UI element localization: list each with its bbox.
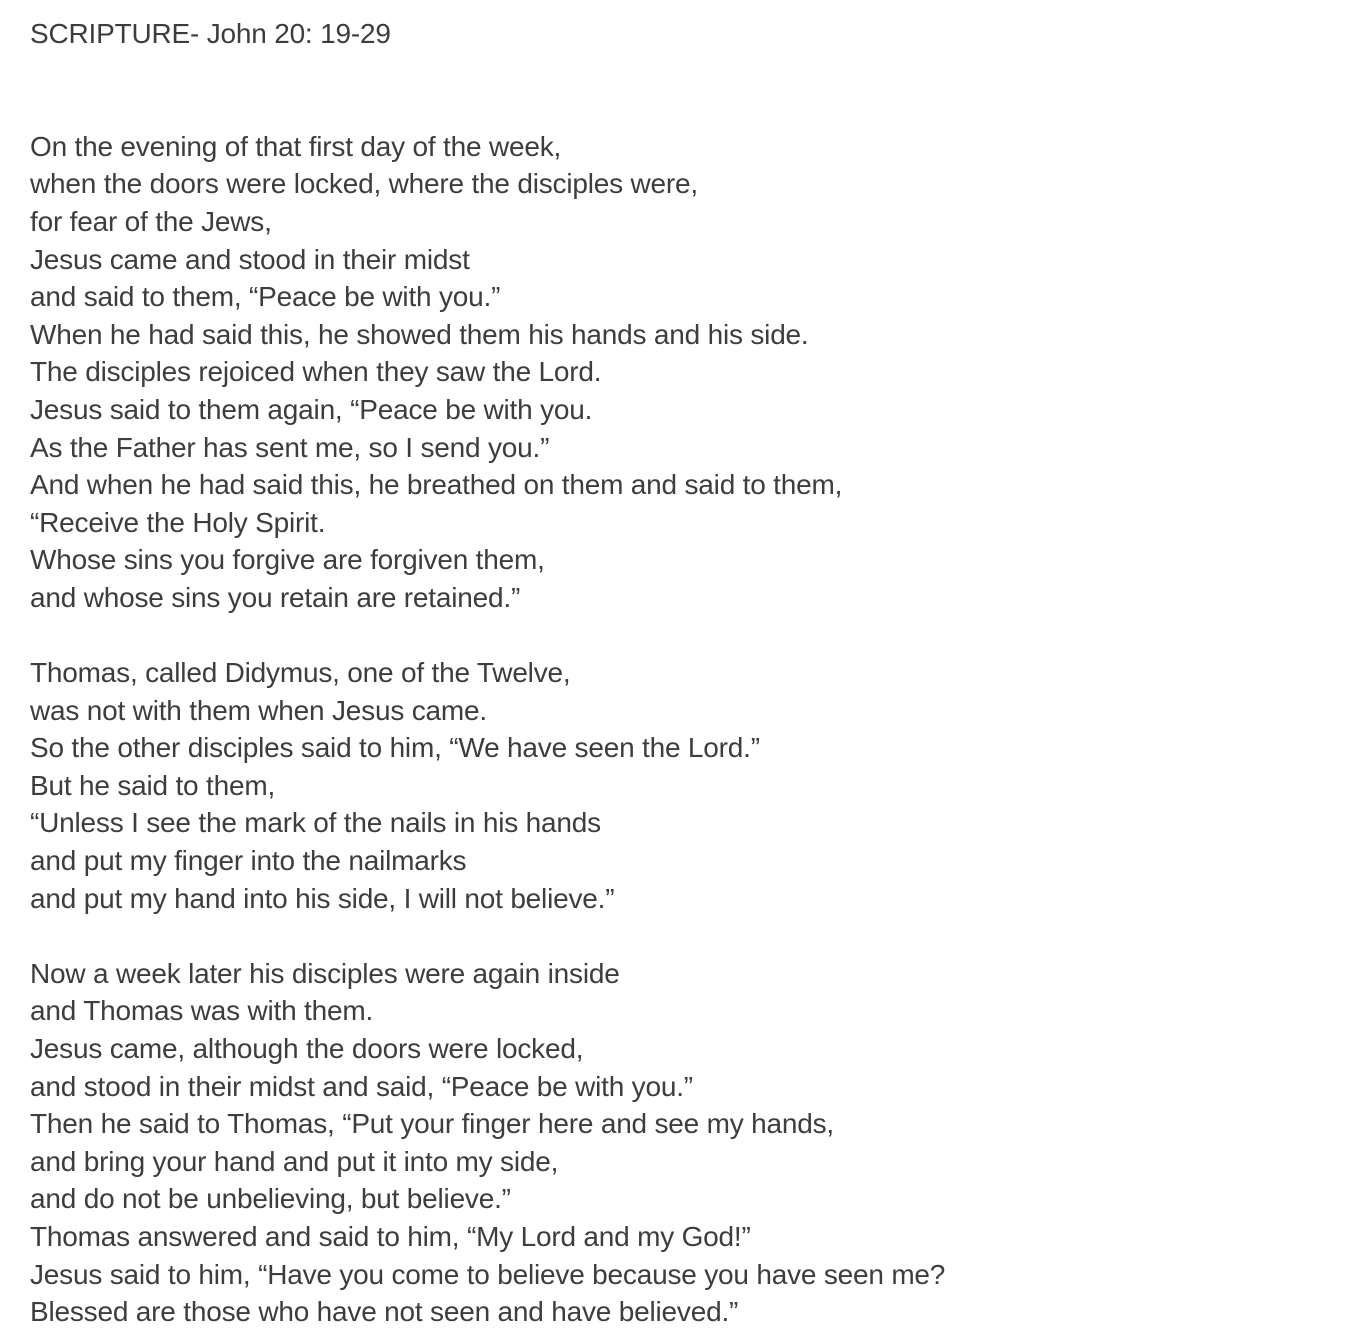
blank-line bbox=[30, 617, 1330, 655]
text-line: Then he said to Thomas, “Put your finger here and see my hands, bbox=[30, 1108, 835, 1140]
text-line: Now a week later his disciples were again inside bbox=[30, 957, 620, 989]
text-line: And when he had said this, he breathed on them and said to them, bbox=[30, 469, 843, 501]
text-line: and Thomas was with them. bbox=[30, 995, 374, 1027]
text-line: when the doors were locked, where the disciples were, bbox=[30, 168, 698, 200]
blank-line bbox=[30, 53, 1330, 91]
text-line: and bring your hand and put it into my side, bbox=[30, 1145, 559, 1177]
scripture-paragraph-2 bbox=[30, 654, 1330, 917]
text-line: and said to them, “Peace be with you.” bbox=[30, 281, 501, 313]
text-line: When he had said this, he showed them his hands and his side. bbox=[30, 318, 809, 350]
text-line: and put my finger into the nailmarks bbox=[30, 845, 467, 877]
text-line: and put my hand into his side, I will not believe.” bbox=[30, 882, 615, 914]
text-line: Jesus said to them again, “Peace be with you. bbox=[30, 393, 593, 425]
text-line: for fear of the Jews, bbox=[30, 205, 272, 237]
text-line: Thomas, called Didymus, one of the Twelve, bbox=[30, 657, 571, 689]
text-line: was not with them when Jesus came. bbox=[30, 694, 487, 726]
text-line: “Receive the Holy Spirit. bbox=[30, 506, 326, 538]
text-line: Jesus said to him, “Have you come to believe because you have seen me? bbox=[30, 1258, 946, 1290]
text-line: But he said to them, bbox=[30, 769, 276, 801]
text-line: and stood in their midst and said, “Peace be with you.” bbox=[30, 1070, 693, 1102]
blank-line bbox=[30, 90, 1330, 128]
text-line: Whose sins you forgive are forgiven them, bbox=[30, 544, 545, 576]
text-line: Thomas answered and said to him, “My Lord and my God!” bbox=[30, 1221, 751, 1252]
text-line: So the other disciples said to him, “We have seen the Lord.” bbox=[30, 732, 760, 764]
text-line: Jesus came, although the doors were locked, bbox=[30, 1033, 584, 1065]
text-line: and do not be unbelieving, but believe.” bbox=[30, 1183, 511, 1215]
text-line: On the evening of that first day of the week, bbox=[30, 130, 562, 162]
text-line: and whose sins you retain are retained.” bbox=[30, 581, 521, 613]
scripture-paragraph-1 bbox=[30, 128, 1330, 617]
text-line: Jesus came and stood in their midst bbox=[30, 243, 470, 275]
text-line: “Unless I see the mark of the nails in his hands bbox=[30, 807, 601, 839]
text-line: The disciples rejoiced when they saw the Lord. bbox=[30, 356, 602, 388]
blank-line bbox=[30, 917, 1330, 955]
text-line: As the Father has sent me, so I send you.” bbox=[30, 431, 550, 463]
scripture-paragraph-3 bbox=[30, 955, 1330, 1331]
scripture-title: SCRIPTURE- John 20: 19-29 bbox=[30, 18, 391, 49]
text-line: Blessed are those who have not seen and have believed.” bbox=[30, 1296, 739, 1328]
